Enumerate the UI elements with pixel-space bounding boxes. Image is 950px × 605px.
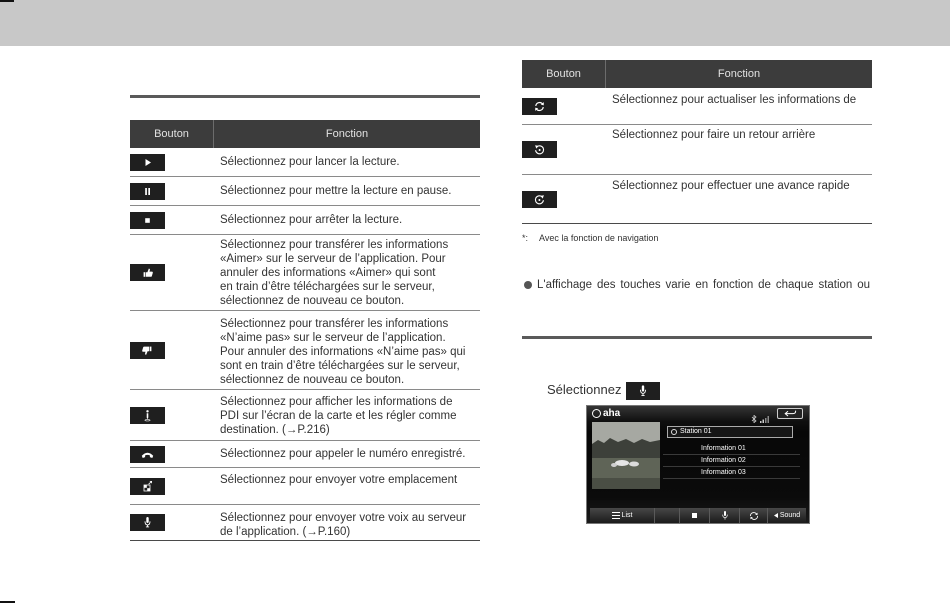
header-function-column: Fonction xyxy=(325,128,369,140)
function-text-line: PDI sur l’écran de la carte et les régler comme xyxy=(220,410,457,422)
function-text-line: Sélectionnez pour transférer les informations xyxy=(220,239,449,251)
screen-header xyxy=(587,406,809,421)
function-text-line: sont en train d’être téléchargées sur le serveur, xyxy=(220,360,460,372)
table-row xyxy=(130,177,480,206)
section-rule-left xyxy=(130,95,480,98)
button-cell xyxy=(130,177,214,205)
function-cell xyxy=(214,148,480,176)
function-cell xyxy=(606,175,872,223)
thumbs-down-icon xyxy=(130,342,165,359)
function-cell xyxy=(214,206,480,234)
album-art xyxy=(592,422,660,489)
info-label: Information 01 xyxy=(701,445,746,452)
function-text-line: sélectionnez de nouveau ce bouton. xyxy=(220,295,405,307)
stop-icon xyxy=(692,513,697,518)
skip-back-icon xyxy=(522,141,557,158)
footnote-marker: *: xyxy=(522,233,529,243)
poi-icon xyxy=(130,407,165,424)
back-icon xyxy=(777,408,803,419)
table-header xyxy=(522,60,872,88)
list-button xyxy=(590,508,655,523)
function-cell xyxy=(606,88,872,124)
function-text-line: Sélectionnez pour lancer la lecture. xyxy=(220,156,400,168)
refresh-icon xyxy=(522,98,557,115)
function-cell xyxy=(214,177,480,205)
function-text-line: Pour annuler des informations «N’aime pas» qui xyxy=(220,346,466,358)
table-header xyxy=(130,120,480,148)
album-art-image xyxy=(592,422,660,489)
station-field xyxy=(667,426,793,438)
left-button-table xyxy=(130,120,480,541)
function-text-line: annuler des informations «Aimer» qui sont xyxy=(220,267,436,279)
refresh-button xyxy=(740,508,768,523)
header-function-column: Fonction xyxy=(717,68,761,80)
microphone-button xyxy=(710,508,740,523)
section-rule-right xyxy=(522,336,872,339)
play-icon xyxy=(130,154,165,171)
right-button-table xyxy=(522,60,872,224)
function-cell xyxy=(606,125,872,174)
function-text-line: de l’application. (→P.160) xyxy=(220,526,351,538)
function-text-line: Sélectionnez pour envoyer votre voix au serveur xyxy=(220,512,467,524)
button-cell xyxy=(522,125,606,174)
pause-icon xyxy=(130,183,165,200)
button-cell xyxy=(130,468,214,504)
sound-label: Sound xyxy=(779,512,801,519)
function-cell xyxy=(214,505,480,540)
phone-icon xyxy=(130,446,165,463)
function-text-line: «Aimer» sur le serveur de l’application. Pour xyxy=(220,253,446,265)
info-list xyxy=(663,443,800,479)
screen-control-bar xyxy=(590,508,806,523)
function-text-line: Sélectionnez pour effectuer une avance rapide xyxy=(612,180,850,192)
left-triangle-icon xyxy=(774,513,778,518)
station-icon xyxy=(671,429,677,435)
skip-forward-icon xyxy=(522,191,557,208)
function-text-line: Sélectionnez pour actualiser les informations de xyxy=(612,94,857,106)
info-label: Information 03 xyxy=(701,469,746,476)
function-text-line: en train d’être téléchargées sur le serveur, xyxy=(220,281,435,293)
function-text-line: Sélectionnez pour transférer les informations xyxy=(220,318,449,330)
button-cell xyxy=(522,175,606,223)
page-header-band xyxy=(0,0,950,46)
table-row xyxy=(130,505,480,541)
function-cell xyxy=(214,468,480,504)
button-cell xyxy=(522,88,606,124)
button-cell xyxy=(130,148,214,176)
aha-logo xyxy=(592,408,620,419)
function-text-line: Sélectionnez pour afficher les informations de xyxy=(220,396,453,408)
header-button-column: Bouton xyxy=(130,120,214,148)
table-row xyxy=(130,468,480,505)
function-text-line: Sélectionnez pour mettre la lecture en pause. xyxy=(220,185,452,197)
stop-icon xyxy=(130,212,165,229)
function-text-line: «N’aime pas» sur le serveur de l’application. xyxy=(220,332,446,344)
table-row xyxy=(130,311,480,390)
function-cell xyxy=(214,311,480,389)
list-label: List xyxy=(621,512,633,519)
list-item xyxy=(663,467,800,479)
microphone-icon xyxy=(130,514,165,531)
aha-screen-illustration xyxy=(586,405,810,524)
note-text: L'affichage des touches varie en fonction de chaque station ou xyxy=(537,279,870,291)
function-text-line: Sélectionnez pour envoyer votre emplacement xyxy=(220,474,458,486)
info-label: Information 02 xyxy=(701,457,746,464)
aha-logo-icon xyxy=(592,409,601,418)
station-label: Station 01 xyxy=(680,428,712,435)
aha-logo-text: aha xyxy=(603,408,621,419)
thumbs-up-icon xyxy=(130,264,165,281)
table-row xyxy=(130,148,480,177)
microphone-icon xyxy=(626,382,660,400)
refresh-icon xyxy=(749,512,759,520)
table-row xyxy=(522,175,872,224)
blank-button xyxy=(655,508,680,523)
button-cell xyxy=(130,206,214,234)
header-button-column: Bouton xyxy=(522,60,606,88)
button-cell xyxy=(130,311,214,389)
function-text-line: Sélectionnez pour arrêter la lecture. xyxy=(220,214,403,226)
crop-mark-top xyxy=(0,0,14,2)
function-text-line: sélectionnez de nouveau ce bouton. xyxy=(220,374,405,386)
table-row xyxy=(522,88,872,125)
table-row xyxy=(130,390,480,441)
button-cell xyxy=(130,441,214,467)
share-location-icon xyxy=(130,478,165,495)
function-text-line: Sélectionnez pour faire un retour arrière xyxy=(612,129,816,141)
button-cell xyxy=(130,505,214,540)
function-cell xyxy=(214,441,480,467)
button-cell xyxy=(130,390,214,440)
table-row xyxy=(130,235,480,311)
sound-button xyxy=(768,508,806,523)
table-row xyxy=(130,441,480,468)
instruction-text: Sélectionnez xyxy=(547,382,622,397)
microphone-icon xyxy=(722,511,728,520)
footnote-text: Avec la fonction de navigation xyxy=(539,233,659,243)
list-item xyxy=(663,443,800,455)
crop-mark-bottom xyxy=(0,601,15,603)
function-cell xyxy=(214,235,480,310)
button-cell xyxy=(130,235,214,310)
function-text-line: Sélectionnez pour appeler le numéro enregistré. xyxy=(220,448,466,460)
stop-button xyxy=(680,508,710,523)
table-row xyxy=(522,125,872,175)
function-text-line: destination. (→P.216) xyxy=(220,424,330,436)
list-item xyxy=(663,455,800,467)
function-cell xyxy=(214,390,480,440)
list-icon xyxy=(612,512,620,519)
bullet-icon xyxy=(524,281,532,289)
table-row xyxy=(130,206,480,235)
